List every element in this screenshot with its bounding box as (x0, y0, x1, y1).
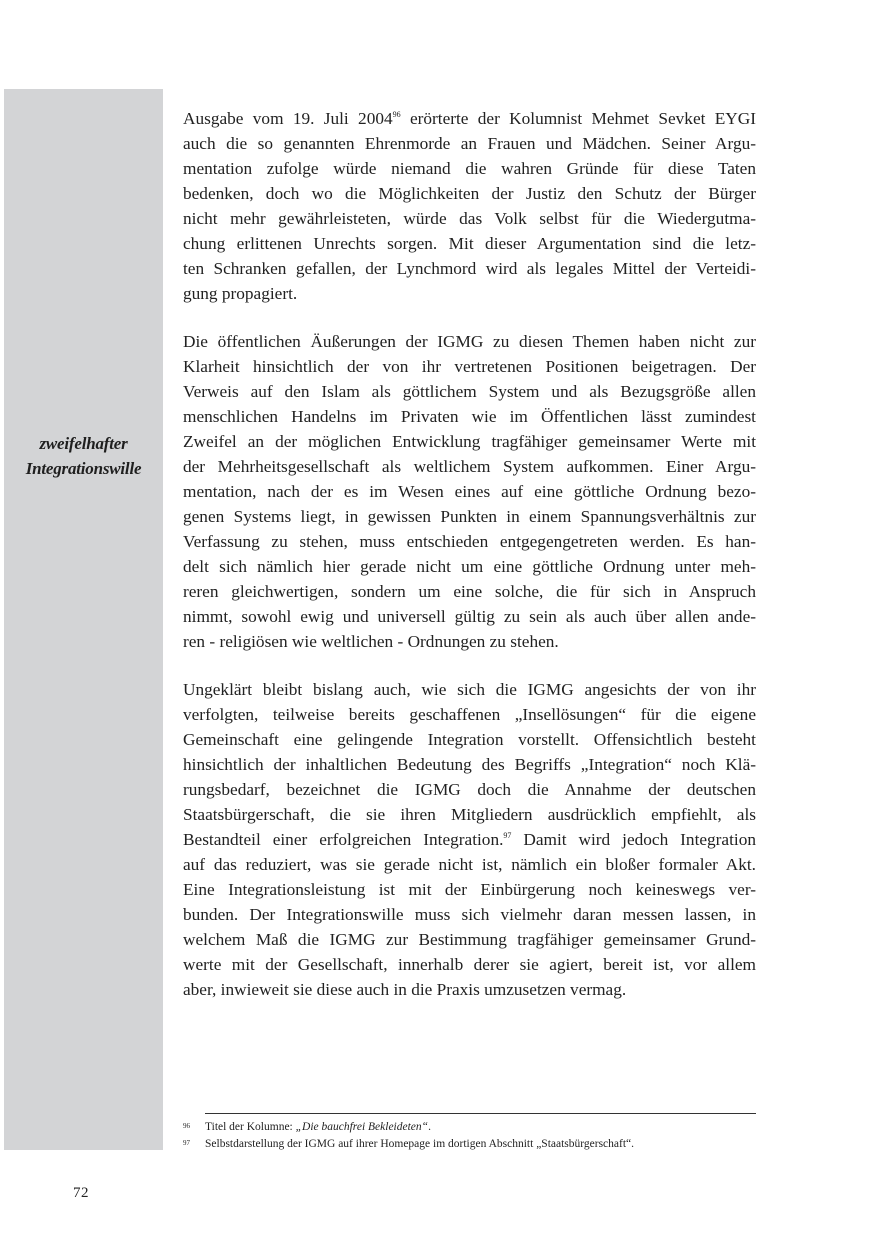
text-line (183, 927, 756, 952)
line-text: Die öffentlichen Äußerungen der IGMG zu diesen Themen haben nicht zur (183, 332, 756, 351)
footnote-marker[interactable]: 97 (503, 831, 512, 840)
margin-note-line-1: zweifelhafter (39, 434, 128, 453)
footnote-text-end: . (428, 1121, 431, 1133)
text-line (183, 131, 756, 156)
margin-note (4, 431, 163, 481)
margin-note-line-2: Integrationswille (25, 459, 142, 478)
line-text: mentation zufolge würde niemand die wahren Gründe für diese Taten (183, 159, 756, 178)
body-text (183, 106, 756, 1025)
footnote-text: Selbstdarstellung der IGMG auf ihrer Homepage im dortigen Abschnitt „Staatsbürgerschaft“. (205, 1138, 635, 1150)
text-line (183, 852, 756, 877)
text-line (183, 727, 756, 752)
line-text: hinsichtlich der inhaltlichen Bedeutung des Begriffs „Integration“ noch Klä- (183, 755, 756, 774)
text-line (183, 156, 756, 181)
footnote-marker[interactable]: 96 (392, 110, 401, 119)
text-line (183, 454, 756, 479)
text-line (183, 181, 756, 206)
line-text: Verweis auf den Islam als göttlichem System und als Bezugsgröße allen (183, 382, 756, 401)
text-line (183, 231, 756, 256)
text-line (183, 106, 756, 131)
text-line (183, 752, 756, 777)
text-line (183, 802, 756, 827)
text-line (183, 354, 756, 379)
text-line (183, 529, 756, 554)
line-text: aber, inwieweit sie diese auch in die Praxis umzusetzen vermag. (183, 980, 627, 999)
line-text-continued: erörterte der Kolumnist Mehmet Sevket EYGI (400, 109, 757, 128)
line-text: ten Schranken gefallen, der Lynchmord wird als legales Mittel der Verteidi- (183, 259, 756, 278)
text-line (183, 902, 756, 927)
line-text: reren gleichwertigen, sondern um eine solche, die für sich in Anspruch (183, 582, 756, 601)
line-text: Klarheit hinsichtlich der von ihr vertretenen Positionen beigetragen. Der (183, 357, 756, 376)
text-line (183, 579, 756, 604)
footnotes (183, 1119, 756, 1153)
line-text: Bestandteil einer erfolgreichen Integration. (183, 830, 504, 849)
line-text: chung erlittenen Unrechts sorgen. Mit dieser Argumentation sind die letz- (183, 234, 756, 253)
page-number: 72 (73, 1185, 89, 1201)
text-line (183, 479, 756, 504)
text-line (183, 952, 756, 977)
text-line (183, 281, 756, 306)
footnote (183, 1119, 756, 1136)
text-line (183, 827, 756, 852)
line-text: Ausgabe vom 19. Juli 2004 (183, 109, 393, 128)
line-text: nimmt, sowohl ewig und universell gültig zu sein als auch über allen ande- (183, 607, 756, 626)
line-text: ren - religiösen wie weltlichen - Ordnungen zu stehen. (183, 632, 559, 651)
text-line (183, 404, 756, 429)
text-line (183, 677, 756, 702)
line-text: Gemeinschaft eine gelingende Integration vorstellt. Offensichtlich besteht (183, 730, 756, 749)
footnote-number: 96 (183, 1122, 190, 1130)
text-line (183, 702, 756, 727)
footnote-title: „Die bauchfrei Bekleideten“ (295, 1121, 429, 1133)
paragraph (183, 677, 756, 1002)
line-text: bunden. Der Integrationswille muss sich vielmehr daran messen lassen, in (183, 905, 756, 924)
line-text: Zweifel an der möglichen Entwicklung tragfähiger gemeinsamer Werte mit (183, 432, 756, 451)
footnote (183, 1136, 756, 1153)
line-text: Verfassung zu stehen, muss entschieden entgegengetreten werden. Es han- (183, 532, 756, 551)
line-text: bedenken, doch wo die Möglichkeiten der Justiz den Schutz der Bürger (183, 184, 756, 203)
footnote-number: 97 (183, 1139, 190, 1147)
text-line (183, 504, 756, 529)
text-line (183, 777, 756, 802)
line-text: verfolgten, teilweise bereits geschaffenen „Insellösungen“ für die eigene (183, 705, 756, 724)
paragraph (183, 106, 756, 306)
line-text: Ungeklärt bleibt bislang auch, wie sich die IGMG angesichts der von ihr (183, 680, 756, 699)
line-text: werte mit der Gesellschaft, innerhalb derer sie agiert, bereit ist, vor allem (183, 955, 756, 974)
footnote-rule (205, 1113, 756, 1114)
line-text: der Mehrheitsgesellschaft als weltlichem System aufkommen. Einer Argu- (183, 457, 756, 476)
line-text: mentation, nach der es im Wesen eines auf eine göttliche Ordnung bezo- (183, 482, 756, 501)
line-text: genen Systems liegt, in gewissen Punkten in einem Spannungsverhältnis zur (183, 507, 756, 526)
paragraph (183, 329, 756, 654)
text-line (183, 554, 756, 579)
text-line (183, 379, 756, 404)
line-text: gung propagiert. (183, 284, 298, 303)
line-text: nicht mehr gewährleisteten, würde das Volk selbst für die Wiedergutma- (183, 209, 756, 228)
line-text: Staatsbürgerschaft, die sie ihren Mitgliedern ausdrücklich empfiehlt, als (183, 805, 756, 824)
line-text: auch die so genannten Ehrenmorde an Frauen und Mädchen. Seiner Argu- (183, 134, 756, 153)
text-line (183, 877, 756, 902)
text-line (183, 629, 756, 654)
line-text: menschlichen Handelns im Privaten wie im Öffentlichen lässt zumindest (183, 407, 756, 426)
text-line (183, 429, 756, 454)
text-line (183, 329, 756, 354)
line-text: welchem Maß die IGMG zur Bestimmung tragfähiger gemeinsamer Grund- (183, 930, 756, 949)
margin-column (4, 89, 163, 1150)
footnote-text: Titel der Kolumne: (205, 1121, 296, 1133)
line-text: Eine Integrationsleistung ist mit der Einbürgerung noch keineswegs ver- (183, 880, 756, 899)
line-text: rungsbedarf, bezeichnet die IGMG doch die Annahme der deutschen (183, 780, 756, 799)
text-line (183, 977, 756, 1002)
text-line (183, 256, 756, 281)
text-line (183, 206, 756, 231)
line-text-continued: Damit wird jedoch Integration (511, 830, 756, 849)
line-text: auf das reduziert, was sie gerade nicht ist, nämlich ein bloßer formaler Akt. (183, 855, 756, 874)
text-line (183, 604, 756, 629)
line-text: delt sich nämlich hier gerade nicht um eine göttliche Ordnung unter meh- (183, 557, 756, 576)
